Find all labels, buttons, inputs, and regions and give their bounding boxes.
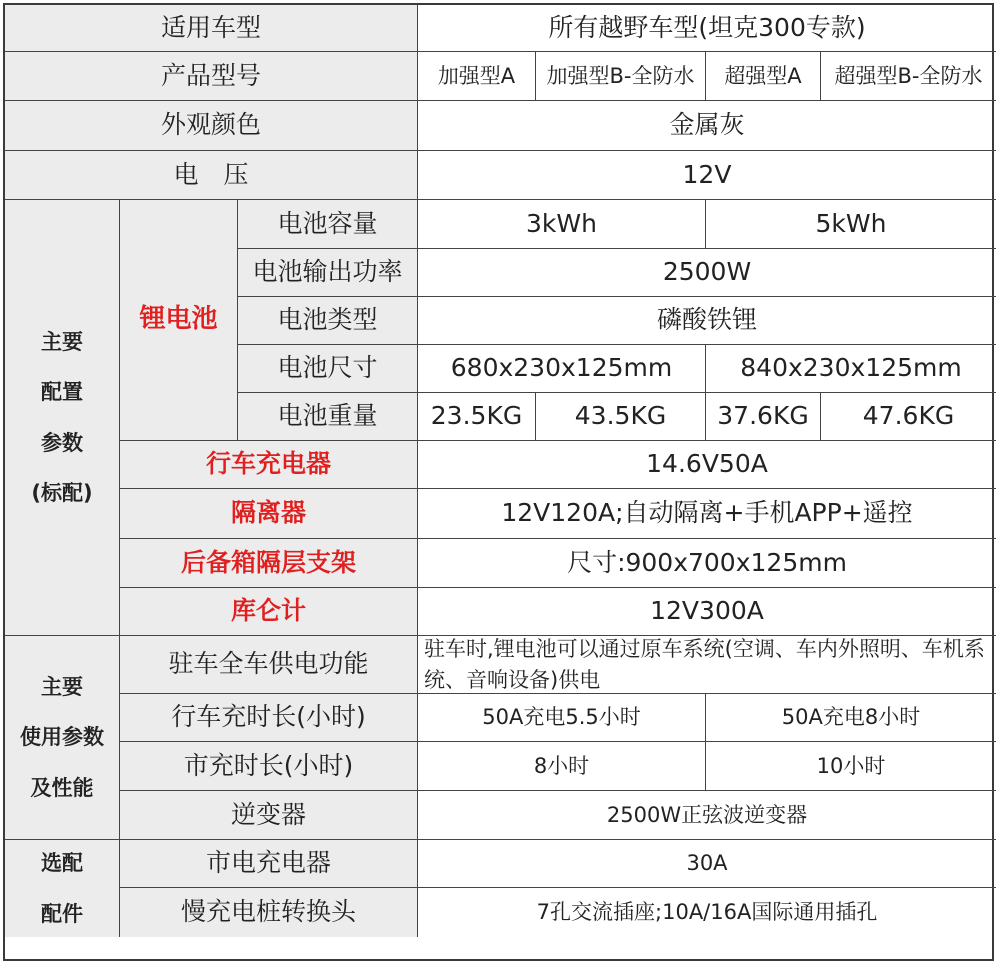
mains-charge-value: 8小时 (418, 742, 706, 791)
vehicle-label: 适用车型 (5, 5, 418, 52)
battery-label: 锂电池 (120, 200, 238, 441)
usage-label: 主要 使用参数 及性能 (5, 636, 120, 840)
mains-charger-value: 30A (418, 840, 996, 888)
optional-label: 选配 配件 (5, 840, 120, 937)
mains-charge-value: 10小时 (706, 742, 996, 791)
meter-value: 12V300A (418, 588, 996, 636)
isolator-label: 隔离器 (120, 489, 418, 539)
parking-label: 驻车全车供电功能 (120, 636, 418, 694)
size-value: 680x230x125mm (418, 345, 706, 393)
weight-value: 43.5KG (536, 393, 706, 441)
drive-charge-value: 50A充电5.5小时 (418, 694, 706, 742)
capacity-value: 3kWh (418, 200, 706, 249)
weight-value: 37.6KG (706, 393, 821, 441)
adapter-value: 7孔交流插座;10A/16A国际通用插孔 (536, 900, 878, 925)
meter-label: 库仑计 (120, 588, 418, 636)
parking-value: 驻车时,锂电池可以通过原车系统(空调、车内外照明、车机系统、音响设备)供电 (418, 636, 996, 694)
main-config-label: 主要 配置 参数 (标配) (5, 200, 120, 636)
voltage-value: 12V (418, 151, 996, 200)
weight-value: 47.6KG (821, 393, 996, 441)
model-value: 加强型A (418, 52, 536, 101)
output-label: 电池输出功率 (238, 249, 418, 297)
drive-charge-value: 50A充电8小时 (706, 694, 996, 742)
spec-table (3, 3, 994, 961)
vehicle-value: 所有越野车型(坦克300专款) (418, 5, 996, 52)
inverter-label: 逆变器 (120, 791, 418, 840)
drive-charge-label: 行车充时长(小时) (120, 694, 418, 742)
charger-label: 行车充电器 (120, 441, 418, 489)
model-value: 加强型B-全防水 (536, 52, 706, 101)
model-value: 超强型A (706, 52, 821, 101)
capacity-label: 电池容量 (238, 200, 418, 249)
weight-value: 23.5KG (418, 393, 536, 441)
rack-value: 尺寸:900x700x125mm (418, 539, 996, 588)
color-label: 外观颜色 (5, 101, 418, 151)
capacity-value: 5kWh (706, 200, 996, 249)
adapter-label: 慢充电桩转换头 (120, 888, 418, 937)
charger-value: 14.6V50A (418, 441, 996, 489)
model-label: 产品型号 (5, 52, 418, 101)
voltage-label: 电 压 (5, 151, 418, 200)
color-value: 金属灰 (418, 101, 996, 151)
type-value: 磷酸铁锂 (418, 297, 996, 345)
size-value: 840x230x125mm (706, 345, 996, 393)
rack-label: 后备箱隔层支架 (120, 539, 418, 588)
size-label: 电池尺寸 (238, 345, 418, 393)
mains-charger-label: 市电充电器 (120, 840, 418, 888)
mains-charge-label: 市充时长(小时) (120, 742, 418, 791)
output-value: 2500W (418, 249, 996, 297)
isolator-value: 12V120A;自动隔离+手机APP+遥控 (418, 489, 996, 539)
inverter-value: 2500W正弦波逆变器 (418, 791, 996, 840)
weight-label: 电池重量 (238, 393, 418, 441)
model-value: 超强型B-全防水 (821, 52, 996, 101)
type-label: 电池类型 (238, 297, 418, 345)
